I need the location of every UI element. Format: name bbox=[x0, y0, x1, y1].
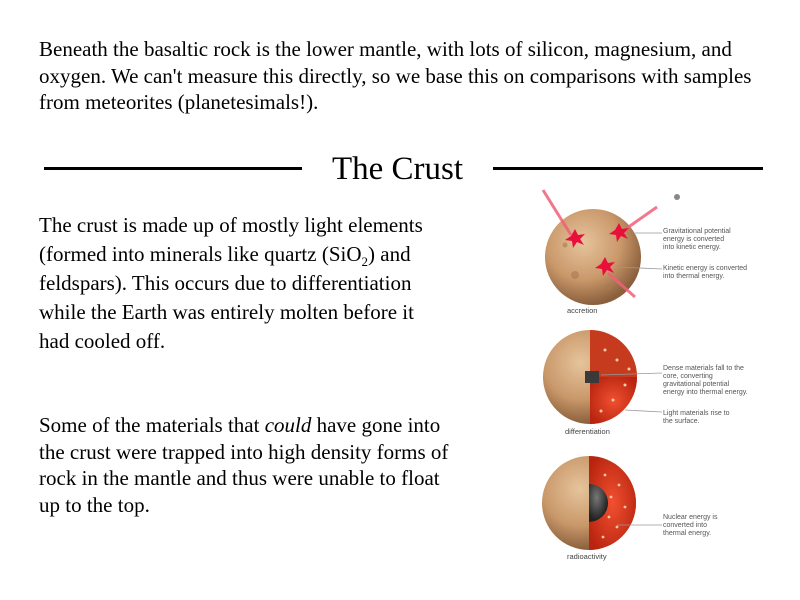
note-line: Gravitational potential bbox=[663, 228, 731, 235]
incoming-planetesimal bbox=[674, 194, 680, 200]
note-line: Nuclear energy is bbox=[663, 514, 718, 521]
crust-p1-text-b: ) and feldspars). This occurs due to differentiation while the Earth was entirely molten before it had cooled off. bbox=[39, 242, 414, 353]
crust-p2-text-a: Some of the materials that bbox=[39, 413, 265, 437]
earth-formation-diagram bbox=[505, 185, 795, 570]
crater bbox=[563, 243, 568, 248]
crust-p2-text-b: have gone into the crust were trapped into high density forms of rock in the mantle and thus were unable to float up to the top. bbox=[39, 413, 449, 517]
note-line: converted into bbox=[663, 522, 707, 529]
note-line: into kinetic energy. bbox=[663, 244, 721, 251]
radioactivity-stage bbox=[542, 456, 719, 561]
crater bbox=[571, 271, 579, 279]
accretion-note-1 bbox=[663, 228, 733, 251]
differentiation-note-2 bbox=[663, 410, 731, 425]
note-line: energy into thermal energy. bbox=[663, 389, 748, 396]
fleck bbox=[618, 484, 621, 487]
differentiation-note-1 bbox=[663, 365, 748, 396]
leader-line bbox=[625, 410, 662, 412]
note-line: the surface. bbox=[663, 418, 700, 425]
fleck bbox=[604, 474, 607, 477]
accretion-label: accretion bbox=[567, 306, 598, 315]
intro-paragraph: Beneath the basaltic rock is the lower mantle, with lots of silicon, magnesium, and oxygen. We can't measure this directly, so we base this on comparisons with samples from meteorites (planetesimals!). bbox=[39, 37, 752, 114]
crust-paragraph-2 bbox=[39, 412, 459, 518]
fleck bbox=[610, 496, 613, 499]
note-line: core, converting bbox=[663, 373, 713, 380]
fleck bbox=[624, 506, 627, 509]
fleck bbox=[600, 410, 603, 413]
fleck bbox=[628, 368, 631, 371]
fleck bbox=[608, 516, 611, 519]
accretion-stage bbox=[543, 190, 749, 315]
title-rule-right bbox=[493, 167, 763, 170]
fleck bbox=[612, 399, 615, 402]
crust-p1-text-a: The crust is made up of mostly light elements (formed into minerals like quartz (SiO bbox=[39, 213, 423, 266]
note-line: Light materials rise to bbox=[663, 410, 730, 417]
fleck bbox=[616, 359, 619, 362]
note-line: Kinetic energy is converted bbox=[663, 265, 748, 272]
differentiation-label: differentiation bbox=[565, 427, 610, 436]
accretion-note-2 bbox=[663, 265, 749, 280]
fleck bbox=[616, 526, 619, 529]
note-line: Dense materials fall to the bbox=[663, 365, 744, 372]
section-header bbox=[44, 150, 764, 190]
differentiation-stage bbox=[543, 330, 748, 436]
emphasis-could: could bbox=[264, 413, 312, 437]
note-line: gravitational potential bbox=[663, 381, 730, 388]
crater bbox=[606, 284, 612, 290]
note-line: thermal energy. bbox=[663, 530, 712, 537]
note-line: into thermal energy. bbox=[663, 273, 725, 280]
earth-formation-figure bbox=[505, 185, 795, 570]
radioactivity-note-1 bbox=[663, 514, 719, 537]
dense-core bbox=[585, 371, 599, 383]
section-title: The Crust bbox=[331, 151, 464, 187]
title-rule-left bbox=[44, 167, 302, 170]
crust-paragraph-1 bbox=[39, 211, 439, 356]
subscript-2: 2 bbox=[361, 254, 368, 269]
fleck bbox=[604, 349, 607, 352]
fleck bbox=[624, 384, 627, 387]
fleck bbox=[602, 536, 605, 539]
note-line: energy is converted bbox=[663, 236, 725, 243]
radioactivity-label: radioactivity bbox=[567, 552, 607, 561]
